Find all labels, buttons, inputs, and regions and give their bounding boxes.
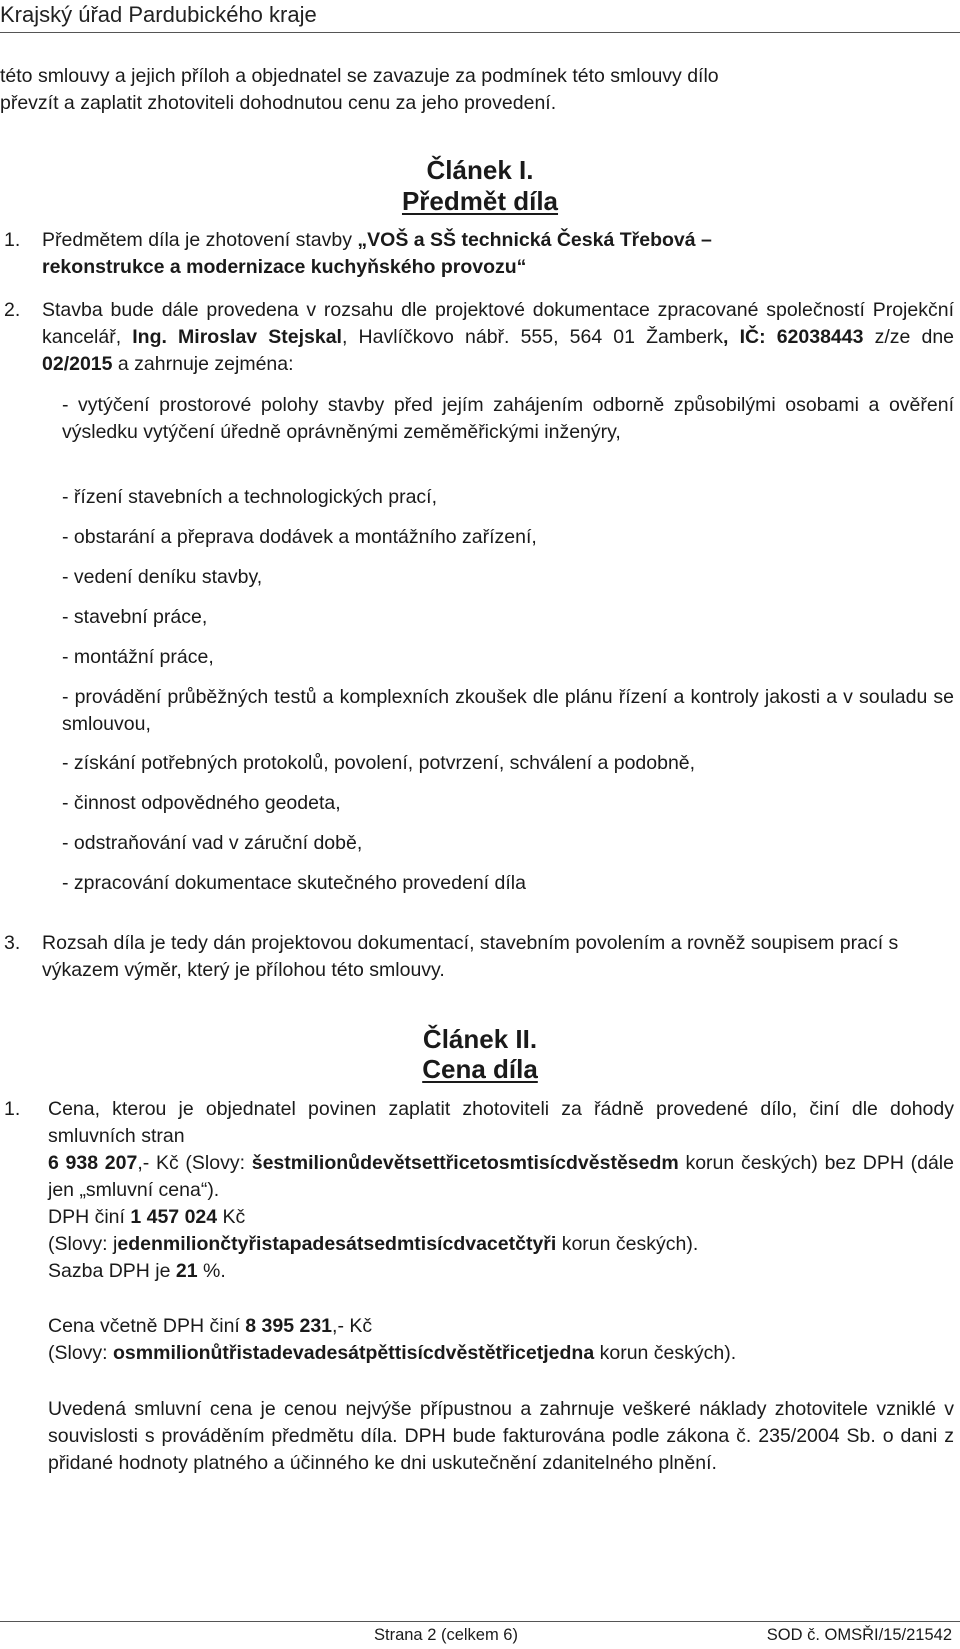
intro-line-1: této smlouvy a jejich příloh a objednatel se zavazuje za podmínek této smlouvy dílo bbox=[0, 65, 719, 87]
article-1-subheading: Předmět díla bbox=[401, 186, 559, 216]
header-divider bbox=[0, 32, 960, 33]
price-closing-paragraph: Uvedená smluvní cena je cenou nejvýše přípustnou a zahrnuje veškeré náklady zhotovitele vzniklé v souvislosti s prováděním předmětu díla. DPH bude fakturována podle zákona č. 235/2004 Sb. o dani z přidané hodnoty platného a účinného ke dni uskutečnění zdanitelného plnění. bbox=[48, 1398, 954, 1474]
footer-divider bbox=[0, 1621, 960, 1622]
list-item: - zpracování dokumentace skutečného provedení díla bbox=[62, 872, 526, 894]
list-item: - provádění průběžných testů a komplexních zkoušek dle plánu řízení a kontroly jakosti a v souladu se smlouvou, bbox=[62, 686, 954, 735]
vat-words: (Slovy: jedenmiliončtyřistapadesátsedmtisícdvacetčtyři korun českých). bbox=[48, 1233, 699, 1255]
list-item: - řízení stavebních a technologických prací, bbox=[62, 486, 438, 508]
contract-price: 6 938 207,- Kč (Slovy: šestmilionůdevětsettřicetosmtisícdvěstěsedm korun českých) bez DPH (dále jen „smluvní cena“). bbox=[48, 1152, 954, 1201]
list-item: - montážní práce, bbox=[62, 646, 214, 668]
article-2-subheading: Cena díla bbox=[422, 1054, 538, 1084]
article-1-item-3: Rozsah díla je tedy dán projektovou dokumentací, stavebním povolením a rovněž soupisem prací s výkazem výměr, který je přílohou této smlouvy. bbox=[42, 932, 899, 981]
list-item: - činnost odpovědného geodeta, bbox=[62, 792, 341, 814]
list-item: - stavební práce, bbox=[62, 606, 208, 628]
list-item: - vytýčení prostorové polohy stavby před jejím zahájením odborně způsobilými osobami a ověření výsledku vytýčení úředně oprávněnými zeměměřickými inženýry, bbox=[62, 394, 954, 443]
total-price: Cena včetně DPH činí 8 395 231,- Kč bbox=[48, 1315, 373, 1337]
list-item: - vedení deníku stavby, bbox=[62, 566, 263, 588]
total-price-words: (Slovy: osmmilionůtřistadevadesátpěttisícdvěstětřicetjedna korun českých). bbox=[48, 1342, 737, 1364]
list-item: - obstarání a přeprava dodávek a montážního zařízení, bbox=[62, 526, 537, 548]
article-2-heading: Článek II. bbox=[422, 1024, 538, 1054]
list-item: - získání potřebných protokolů, povolení, potvrzení, schválení a podobně, bbox=[62, 752, 696, 774]
item-number: 3. bbox=[4, 932, 21, 954]
list-item: - odstraňování vad v záruční době, bbox=[62, 832, 363, 854]
vat-rate: Sazba DPH je 21 %. bbox=[48, 1260, 226, 1282]
item-number: 2. bbox=[4, 299, 21, 321]
document-reference: SOD č. OMSŘI/15/21542 bbox=[766, 1626, 952, 1644]
vat-amount: DPH činí 1 457 024 Kč bbox=[48, 1206, 246, 1228]
article-1-heading: Článek I. bbox=[426, 155, 534, 185]
intro-line-2: převzít a zaplatit zhotoviteli dohodnutou cenu za jeho provedení. bbox=[0, 92, 557, 114]
article-1-item-1: Předmětem díla je zhotovení stavby „VOŠ a SŠ technická Česká Třebová – rekonstrukce a modernizace kuchyňského provozu“ bbox=[42, 229, 712, 278]
page-number: Strana 2 (celkem 6) bbox=[374, 1626, 518, 1644]
item-number: 1. bbox=[4, 229, 21, 251]
item-number: 1. bbox=[4, 1098, 21, 1120]
article-1-item-2: Stavba bude dále provedena v rozsahu dle projektové dokumentace zpracované společností Projekční kancelář, Ing. Miroslav Stejskal, Havlíčkovo nábř. 555, 564 01 Žamberk, IČ: 62038443 z/ze dne 02/2015 a zahrnuje zejména: bbox=[42, 299, 955, 375]
header-title: Krajský úřad Pardubického kraje bbox=[0, 2, 317, 27]
article-2-item-1-text: Cena, kterou je objednatel povinen zaplatit zhotoviteli za řádně provedené dílo, činí dle dohody smluvních stran bbox=[48, 1098, 954, 1147]
